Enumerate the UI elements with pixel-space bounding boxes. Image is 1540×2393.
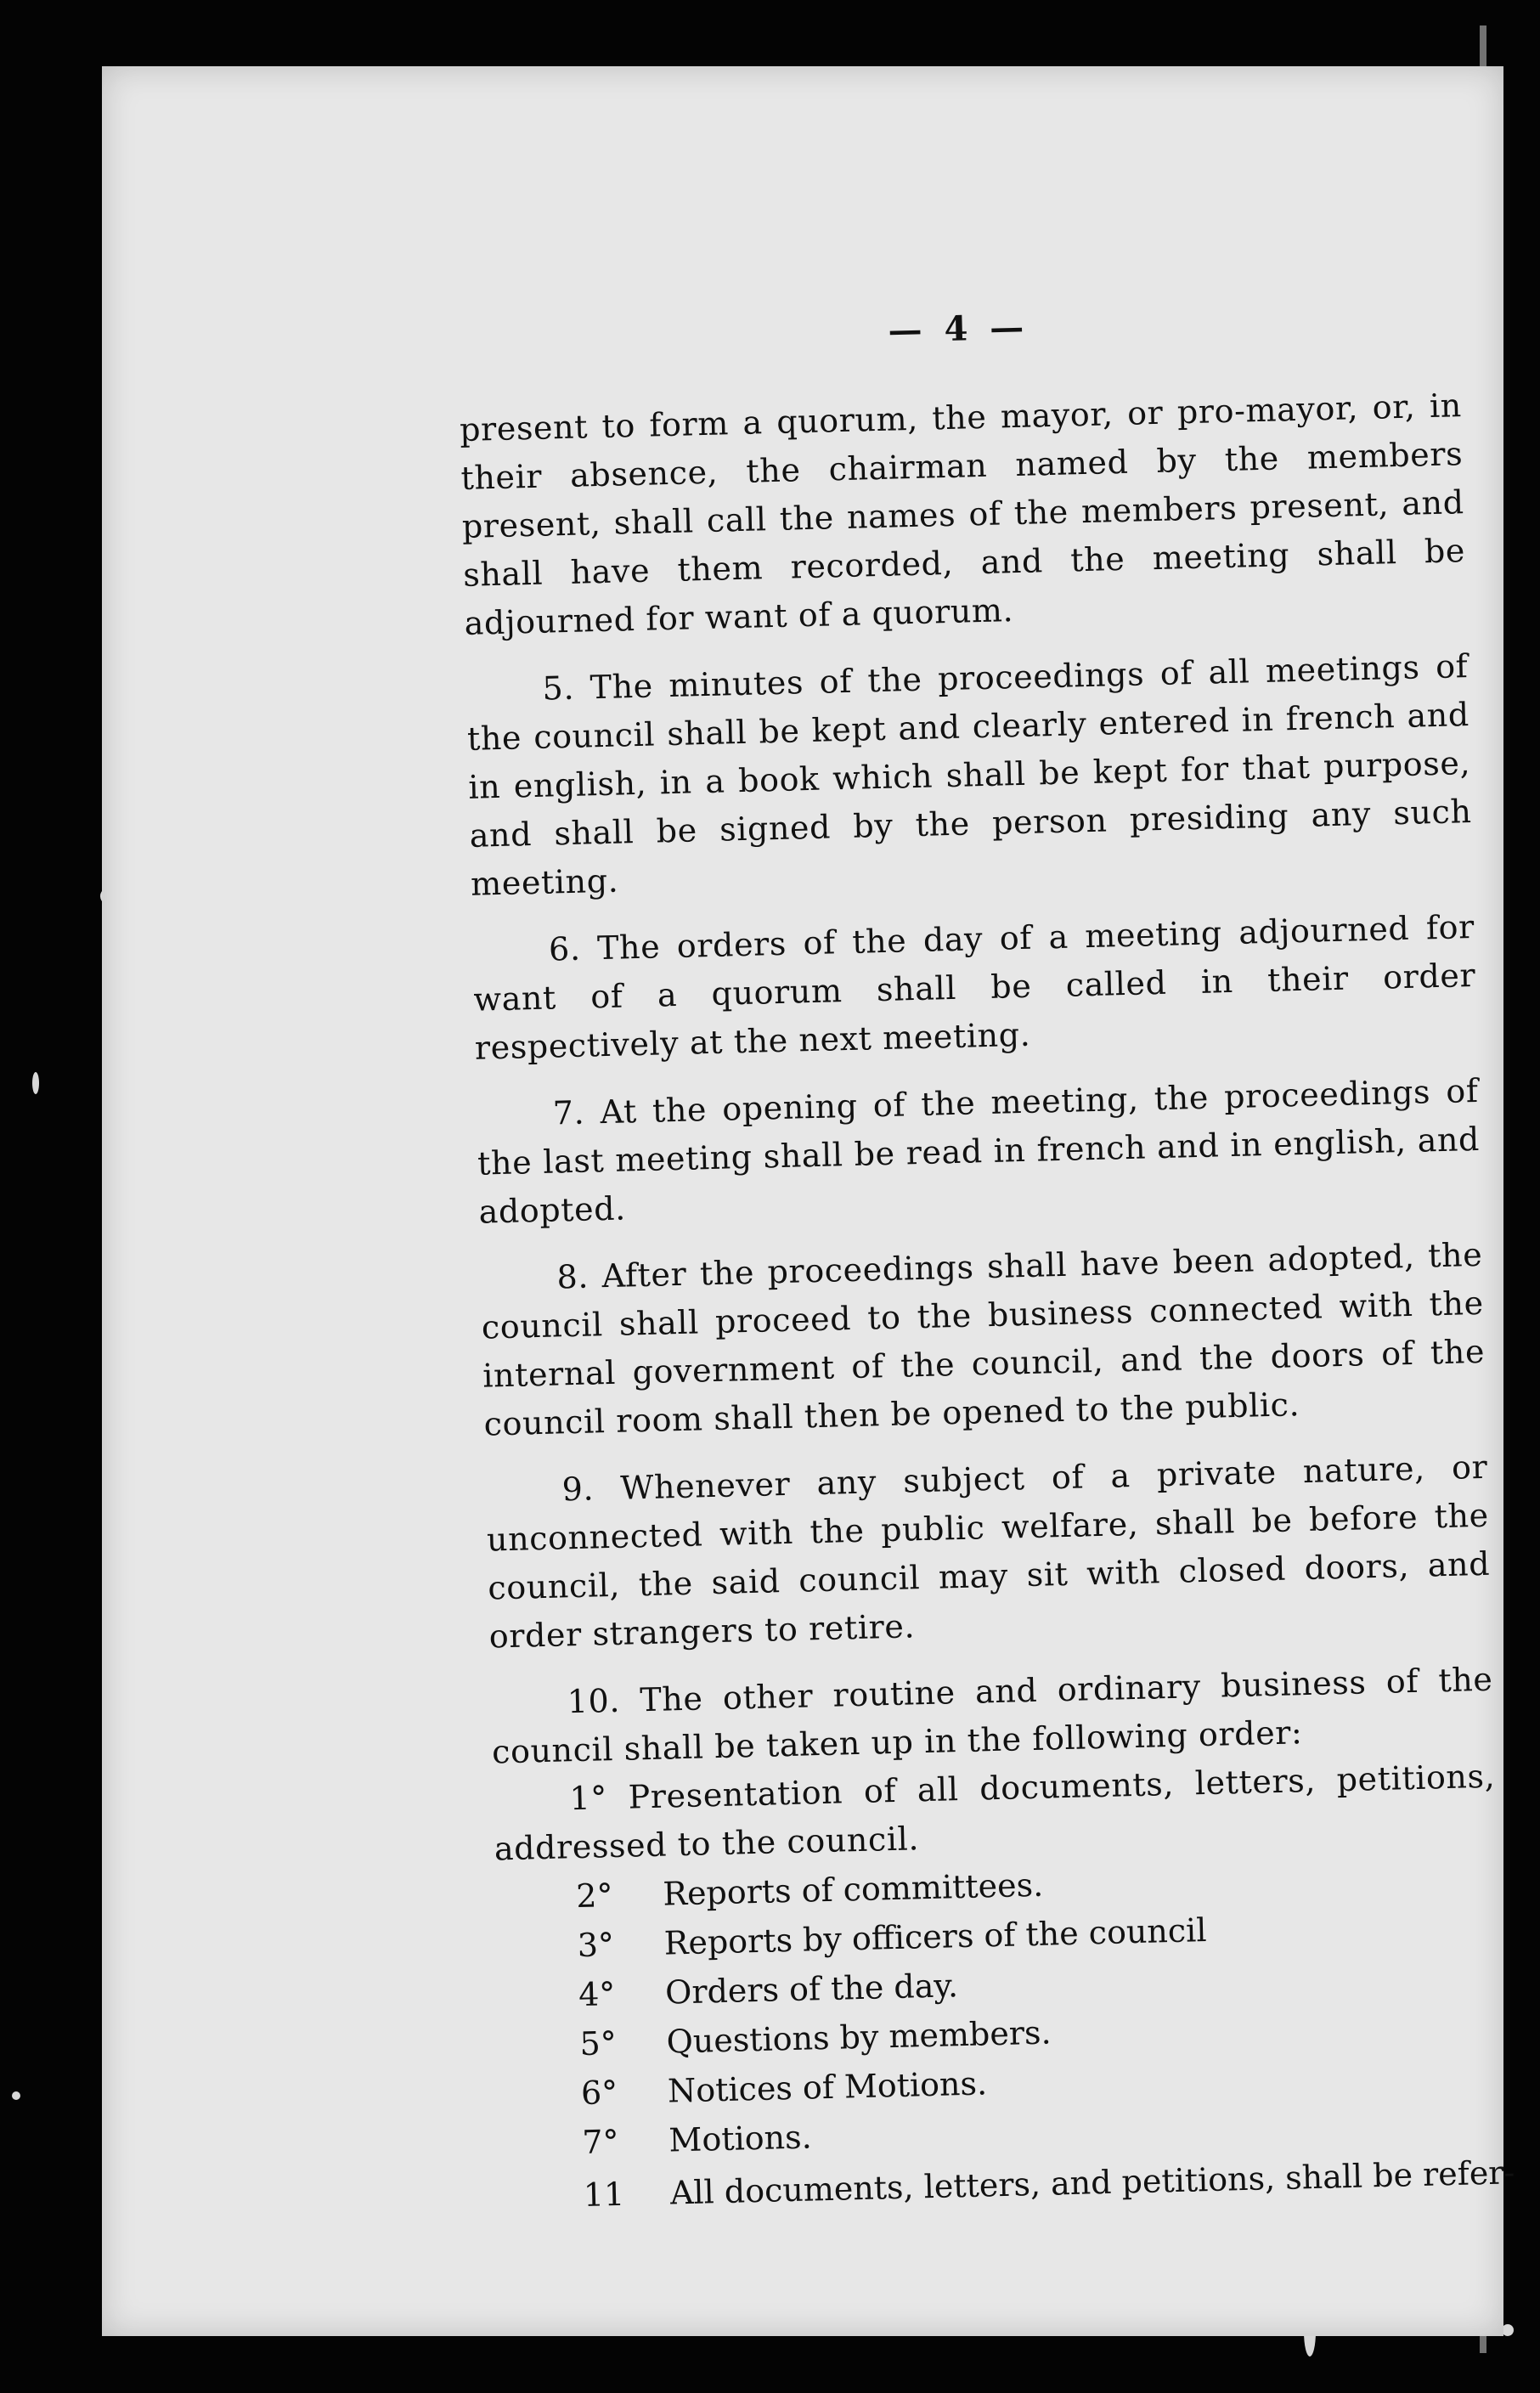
paragraph-quorum: present to form a quorum, the mayor, or pro-mayor, or, in their absence, the chairman named by the members present, shall call the names of the members present, and shall have them recorded, and the meeting shall be adjourned for want of a quorum. — [459, 387, 1466, 642]
paragraph-8: 8. After the proceedings shall have been adopted, the council shall proceed to the business connected with the internal government of the council, and the doors of the council room shall then be opened to the public. — [481, 1235, 1486, 1443]
order-marker: 2° — [575, 1877, 614, 1916]
scanned-page — [102, 66, 1515, 2336]
margin-speck — [1502, 2324, 1514, 2336]
margin-speck — [32, 1072, 39, 1094]
page-number: — 4 — — [888, 307, 1029, 351]
order-text: Questions by members. — [666, 2013, 1052, 2061]
text-block — [457, 296, 1515, 2215]
order-text: Notices of Motions. — [667, 2064, 988, 2110]
order-text: Orders of the day. — [664, 1967, 959, 2012]
order-marker: 4° — [578, 1975, 616, 2014]
order-marker: 6° — [580, 2074, 618, 2113]
order-marker: 7° — [581, 2122, 620, 2162]
order-marker: 5° — [579, 2024, 618, 2063]
order-list — [493, 1752, 1504, 2170]
page-body — [459, 381, 1515, 2221]
order-text: Reports by officers of the council — [663, 1911, 1207, 1962]
order-text: Presentation of all documents, letters, petitions, addressed to the council. — [494, 1757, 1496, 1868]
paragraph-10: 10. The other routine and ordinary business of the council shall be taken up in the following order: — [491, 1660, 1493, 1771]
order-text: Motions. — [668, 2118, 813, 2159]
paragraph-7: 7. At the opening of the meeting, the proceedings of the last meeting shall be read in french and in english, and adopted. — [477, 1071, 1481, 1231]
paragraph-6: 6. The orders of the day of a meeting adjourned for want of a quorum shall be called in their order respectively at the next meeting. — [472, 907, 1476, 1067]
paragraph-5: 5. The minutes of the proceedings of all meetings of the council shall be kept and clearly entered in french and in english, in a book which shall be kept for that purpose, and shall be signed by the person presiding any such meeting. — [466, 647, 1472, 903]
margin-speck — [12, 2091, 20, 2100]
order-marker: 1° — [568, 1779, 608, 1818]
paragraph-9: 9. Whenever any subject of a private nature, or unconnected with the public welfare, shall be before the council, the said council may sit with closed doors, and order strangers to retire. — [486, 1448, 1491, 1656]
paragraph-11-marker: 11 — [583, 2175, 625, 2215]
order-text: Reports of committees. — [662, 1865, 1044, 1913]
order-marker: 3° — [577, 1926, 615, 1965]
paragraph-11-text: All documents, letters, and petitions, shall be refer- — [669, 2153, 1515, 2212]
